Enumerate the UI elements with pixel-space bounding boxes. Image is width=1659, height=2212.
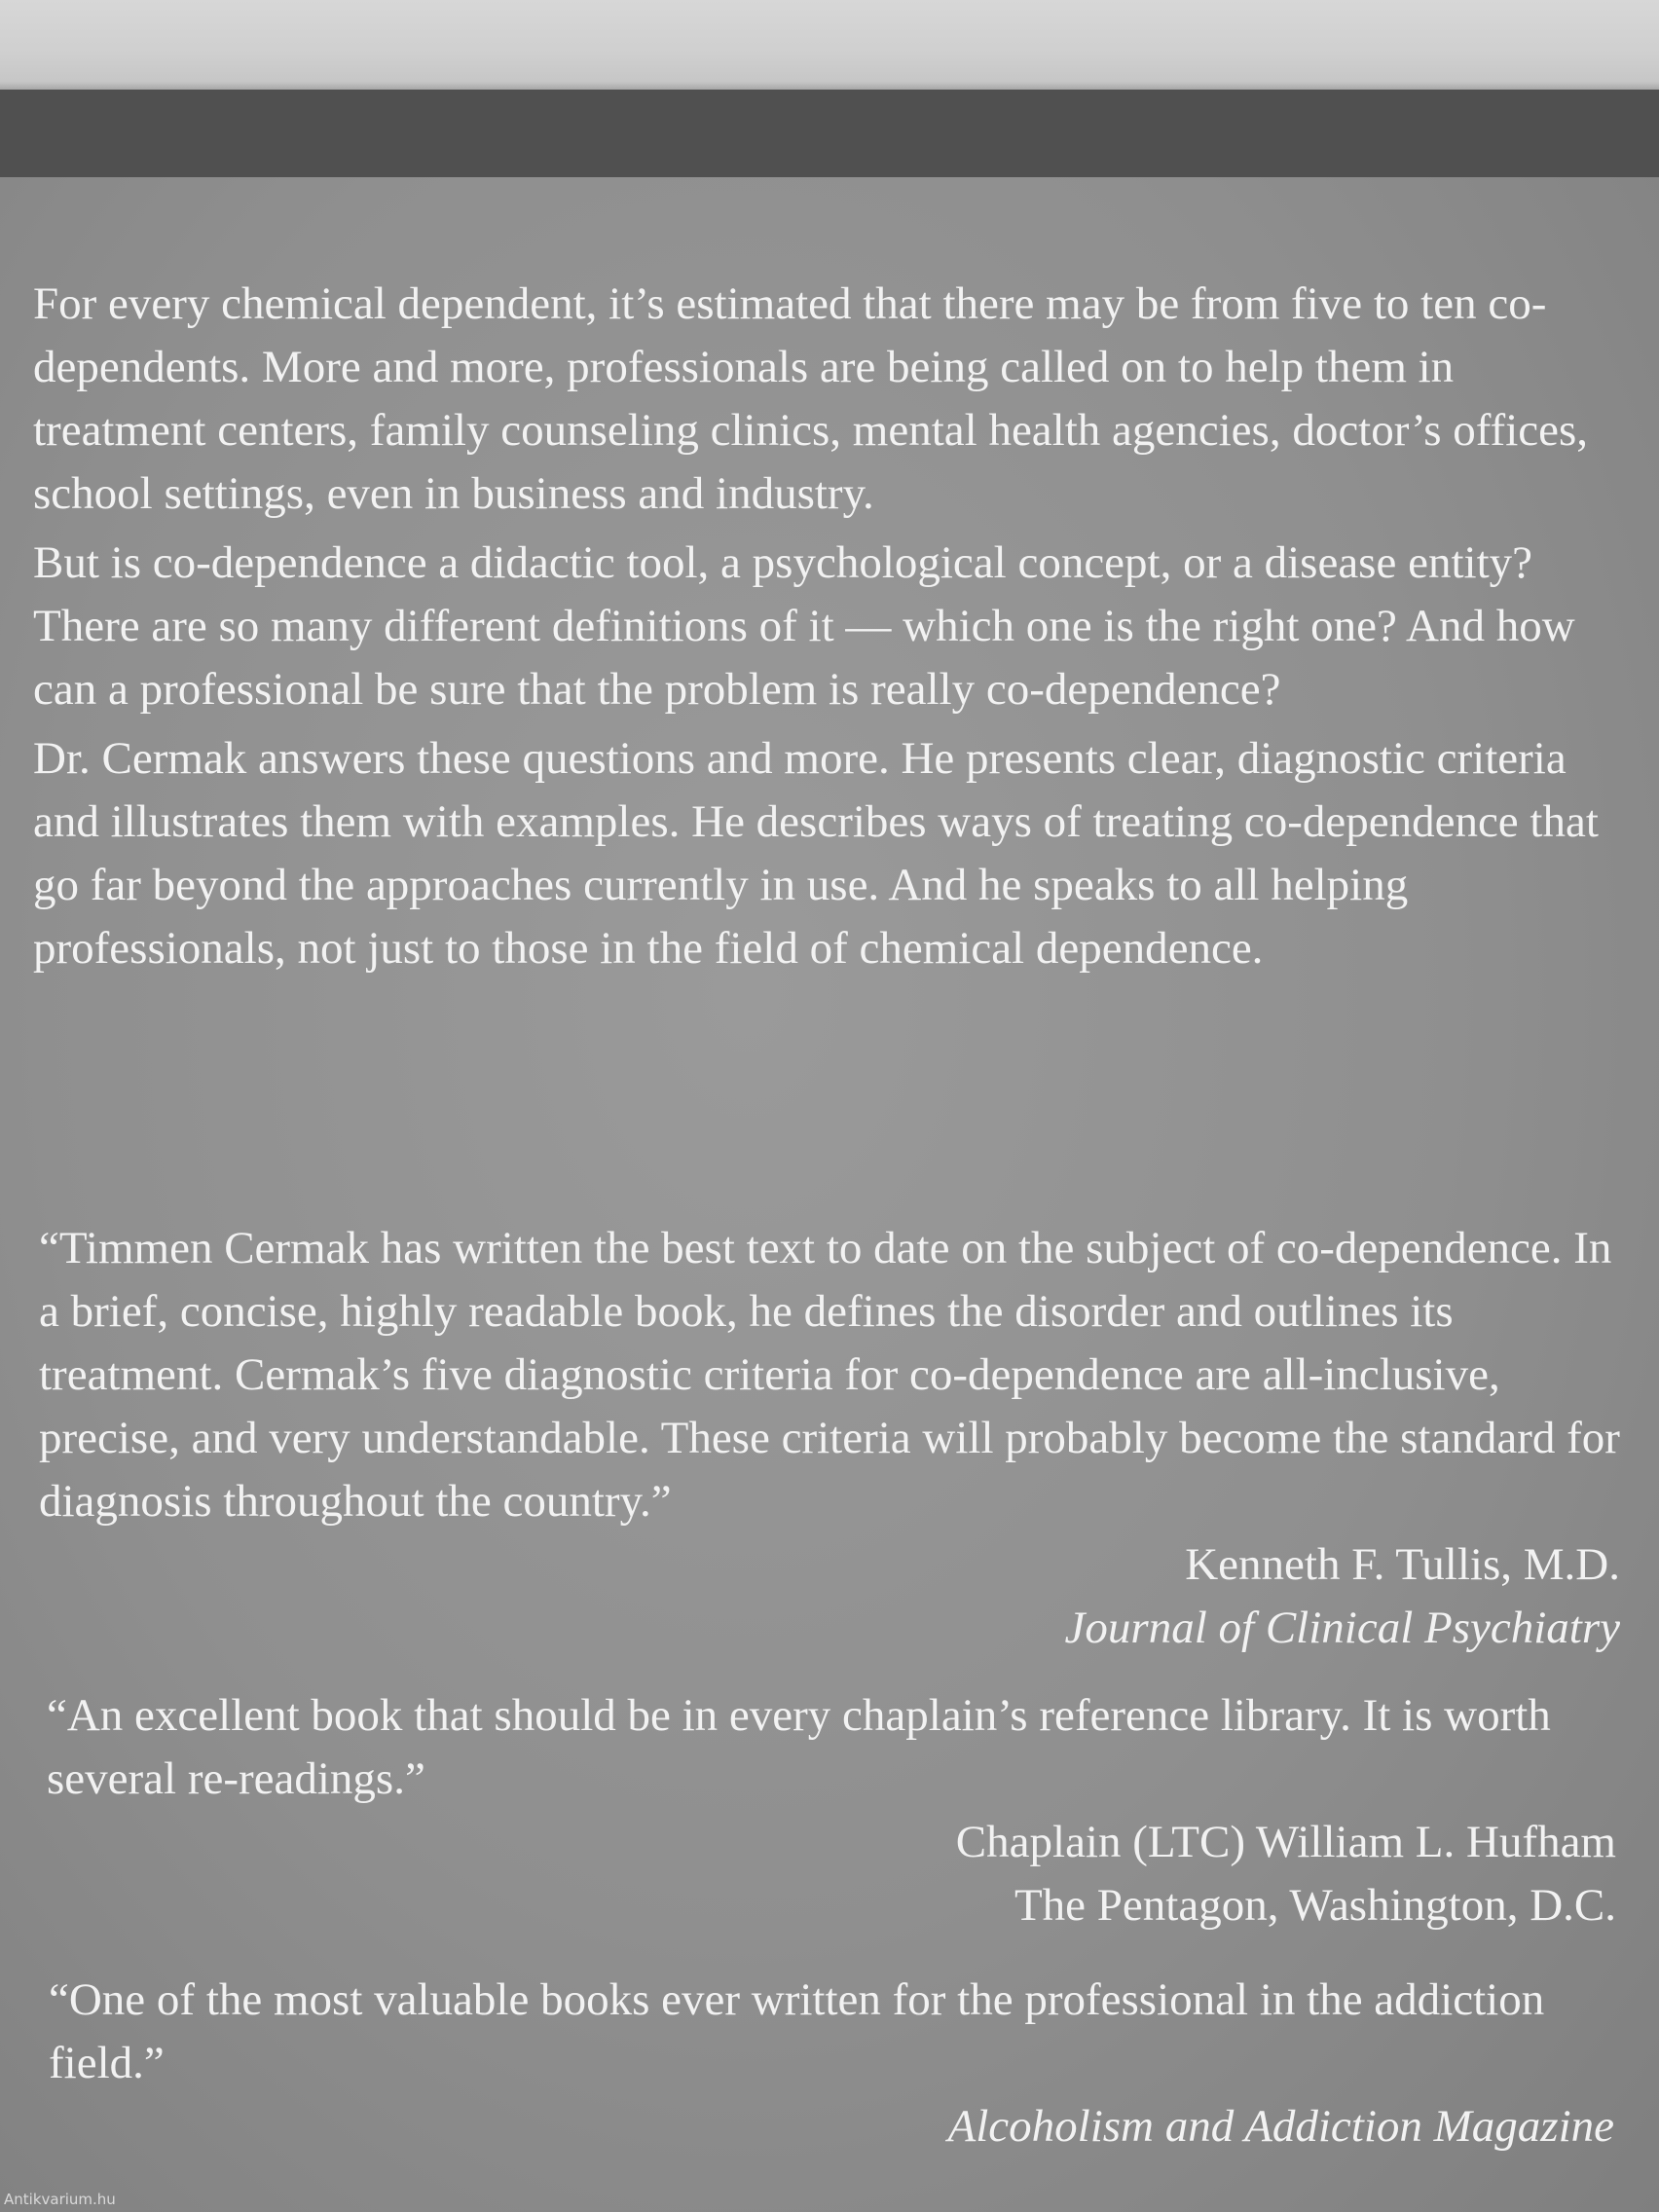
review-quote: “One of the most valuable books ever written for the professional in the addiction field.” xyxy=(49,1974,1545,2088)
review-source: The Pentagon, Washington, D.C. xyxy=(1014,1880,1616,1931)
paper-background-strip xyxy=(0,0,1659,90)
description-paragraph: But is co-dependence a didactic tool, a psychological concept, or a disease entity? There are so many different definitions of it — which one is the right one? And how can a professional be sure that the problem is really co-dependence? xyxy=(33,537,1575,715)
review-source: Journal of Clinical Psychiatry xyxy=(1064,1603,1620,1653)
watermark: Antikvarium.hu xyxy=(4,2191,116,2208)
review-hufham xyxy=(47,1684,1616,1937)
review-source: Alcoholism and Addiction Magazine xyxy=(947,2101,1614,2152)
book-description xyxy=(33,273,1620,986)
description-paragraph: Dr. Cermak answers these questions and more. He presents clear, diagnostic criteria and illustrates them with examples. He describes ways of treating co-dependence that go far beyond the approaches currently in use. And he speaks to all helping professionals, not just to those in the field of chemical dependence. xyxy=(33,733,1599,974)
review-author: Kenneth F. Tullis, M.D. xyxy=(1185,1539,1620,1590)
review-quote: “An excellent book that should be in every chaplain’s reference library. It is worth several re-readings.” xyxy=(47,1690,1551,1804)
review-tullis xyxy=(39,1217,1620,1660)
review-author: Chaplain (LTC) William L. Hufham xyxy=(955,1817,1616,1867)
cover-top-band xyxy=(0,90,1659,177)
review-quote: “Timmen Cermak has written the best text to date on the subject of co-dependence. In a brief, concise, highly readable book, he defines the disorder and outlines its treatment. Cermak’s five diagnostic criteria for co-dependence are all-inclusive, precise, and very understandable. These criteria will probably become the standard for diagnosis throughout the country.” xyxy=(39,1223,1620,1527)
description-paragraph: For every chemical dependent, it’s estimated that there may be from five to ten co-dependents. More and more, professionals are being called on to help them in treatment centers, family counseling clinics, mental health agencies, doctor’s offices, school settings, even in business and industry. xyxy=(33,278,1589,519)
review-magazine xyxy=(49,1969,1614,2158)
